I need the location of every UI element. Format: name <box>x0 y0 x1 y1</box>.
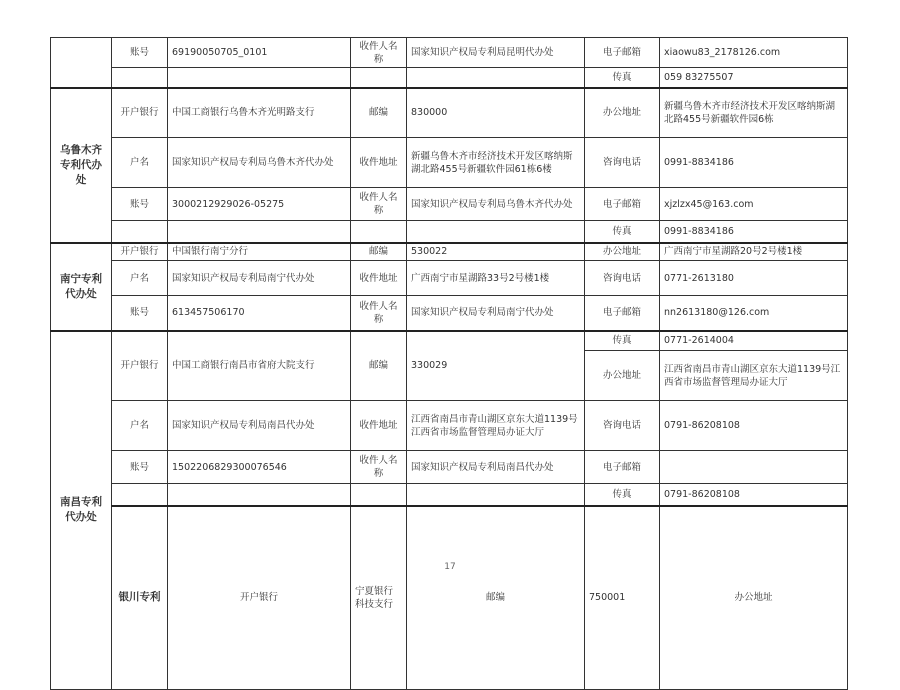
table-row <box>51 484 848 506</box>
field-value: 江西省南昌市青山湖区京东大道1139号江西省市场监督管理局办证大厅 <box>407 401 585 451</box>
table-row <box>51 38 848 68</box>
field-label: 收件地址 <box>351 261 407 296</box>
field-value: 国家知识产权局专利局乌鲁木齐代办处 <box>407 188 585 221</box>
field-label: 收件人名称 <box>351 188 407 221</box>
field-value: xiaowu83_2178126.com <box>660 38 848 68</box>
field-value: 宁夏银行科技支行 <box>351 506 407 690</box>
office-name: 银川专利 <box>112 506 168 690</box>
field-label <box>351 221 407 243</box>
table-row <box>51 331 848 351</box>
field-value: 江西省南昌市青山湖区京东大道1139号江西省市场监督管理局办证大厅 <box>660 351 848 401</box>
field-label: 开户银行 <box>112 243 168 261</box>
table-row <box>51 401 848 451</box>
field-label: 电子邮箱 <box>585 188 660 221</box>
office-name: 南昌专利代办处 <box>51 331 112 690</box>
field-value: xjzlzx45@163.com <box>660 188 848 221</box>
field-value: 3000212929026-05275 <box>168 188 351 221</box>
field-value: 0791-86208108 <box>660 484 848 506</box>
field-value: 530022 <box>407 243 585 261</box>
field-label: 办公地址 <box>585 243 660 261</box>
field-value: 国家知识产权局专利局南昌代办处 <box>407 451 585 484</box>
field-value: 国家知识产权局专利局昆明代办处 <box>407 38 585 68</box>
field-value <box>660 451 848 484</box>
field-label: 开户银行 <box>168 506 351 690</box>
field-label: 户名 <box>112 261 168 296</box>
patent-agency-table <box>50 37 848 690</box>
field-label <box>112 221 168 243</box>
field-label: 邮编 <box>351 243 407 261</box>
field-value: 613457506170 <box>168 296 351 331</box>
field-label: 户名 <box>112 401 168 451</box>
office-name: 南宁专利代办处 <box>51 243 112 331</box>
field-label: 收件地址 <box>351 138 407 188</box>
table-row <box>51 243 848 261</box>
field-value: 0771-2613180 <box>660 261 848 296</box>
field-label: 账号 <box>112 38 168 68</box>
field-value: 中国工商银行乌鲁木齐光明路支行 <box>168 88 351 138</box>
field-value: 广西南宁市星湖路33号2号楼1楼 <box>407 261 585 296</box>
field-value: 830000 <box>407 88 585 138</box>
field-label <box>112 484 168 506</box>
field-label: 咨询电话 <box>585 138 660 188</box>
field-label: 传真 <box>585 68 660 88</box>
field-value: 国家知识产权局专利局乌鲁木齐代办处 <box>168 138 351 188</box>
field-value <box>407 484 585 506</box>
table-row <box>51 188 848 221</box>
field-value: 750001 <box>585 506 660 690</box>
field-label: 邮编 <box>351 88 407 138</box>
field-value: 国家知识产权局专利局南宁代办处 <box>407 296 585 331</box>
field-label: 电子邮箱 <box>585 38 660 68</box>
field-label: 传真 <box>585 221 660 243</box>
field-value: 0991-8834186 <box>660 138 848 188</box>
field-label: 邮编 <box>407 506 585 690</box>
field-label: 账号 <box>112 188 168 221</box>
table-row <box>51 506 848 690</box>
field-label: 电子邮箱 <box>585 451 660 484</box>
field-value <box>407 68 585 88</box>
field-label: 开户银行 <box>112 88 168 138</box>
field-value: 新疆乌鲁木齐市经济技术开发区喀纳斯湖北路455号新疆软件园61栋6楼 <box>407 138 585 188</box>
field-label: 收件人名称 <box>351 38 407 68</box>
table-row <box>51 68 848 88</box>
field-label: 开户银行 <box>112 331 168 401</box>
field-label: 收件人名称 <box>351 451 407 484</box>
table-row <box>51 138 848 188</box>
page-number: 17 <box>444 562 456 572</box>
office-name: 乌鲁木齐专利代办处 <box>51 88 112 243</box>
field-value: 中国工商银行南昌市省府大院支行 <box>168 331 351 401</box>
field-value: 广西南宁市星湖路20号2号楼1楼 <box>660 243 848 261</box>
field-value <box>168 221 351 243</box>
field-label: 收件地址 <box>351 401 407 451</box>
table-row <box>51 261 848 296</box>
field-value: 新疆乌鲁木齐市经济技术开发区喀纳斯湖北路455号新疆软件园6栋 <box>660 88 848 138</box>
field-value: 国家知识产权局专利局南昌代办处 <box>168 401 351 451</box>
field-value: 059 83275507 <box>660 68 848 88</box>
field-label <box>351 484 407 506</box>
field-label: 收件人名称 <box>351 296 407 331</box>
field-value: 330029 <box>407 331 585 401</box>
field-label: 传真 <box>585 331 660 351</box>
field-value: 69190050705_0101 <box>168 38 351 68</box>
field-value: 0991-8834186 <box>660 221 848 243</box>
field-value: 1502206829300076546 <box>168 451 351 484</box>
field-value <box>168 484 351 506</box>
table-row <box>51 296 848 331</box>
document-page <box>50 37 847 690</box>
table-row <box>51 88 848 138</box>
field-label: 办公地址 <box>585 88 660 138</box>
field-value: nn2613180@126.com <box>660 296 848 331</box>
field-value <box>407 221 585 243</box>
field-label: 办公地址 <box>660 506 848 690</box>
field-value: 国家知识产权局专利局南宁代办处 <box>168 261 351 296</box>
office-cell <box>51 38 112 88</box>
field-value: 0771-2614004 <box>660 331 848 351</box>
table-row <box>51 221 848 243</box>
field-label <box>112 68 168 88</box>
field-label: 邮编 <box>351 331 407 401</box>
field-label: 户名 <box>112 138 168 188</box>
field-label: 办公地址 <box>585 351 660 401</box>
field-label: 账号 <box>112 451 168 484</box>
table-row <box>51 451 848 484</box>
field-label: 咨询电话 <box>585 401 660 451</box>
field-label <box>351 68 407 88</box>
field-value: 0791-86208108 <box>660 401 848 451</box>
field-value <box>168 68 351 88</box>
field-label: 传真 <box>585 484 660 506</box>
field-value: 中国银行南宁分行 <box>168 243 351 261</box>
field-label: 账号 <box>112 296 168 331</box>
field-label: 电子邮箱 <box>585 296 660 331</box>
field-label: 咨询电话 <box>585 261 660 296</box>
